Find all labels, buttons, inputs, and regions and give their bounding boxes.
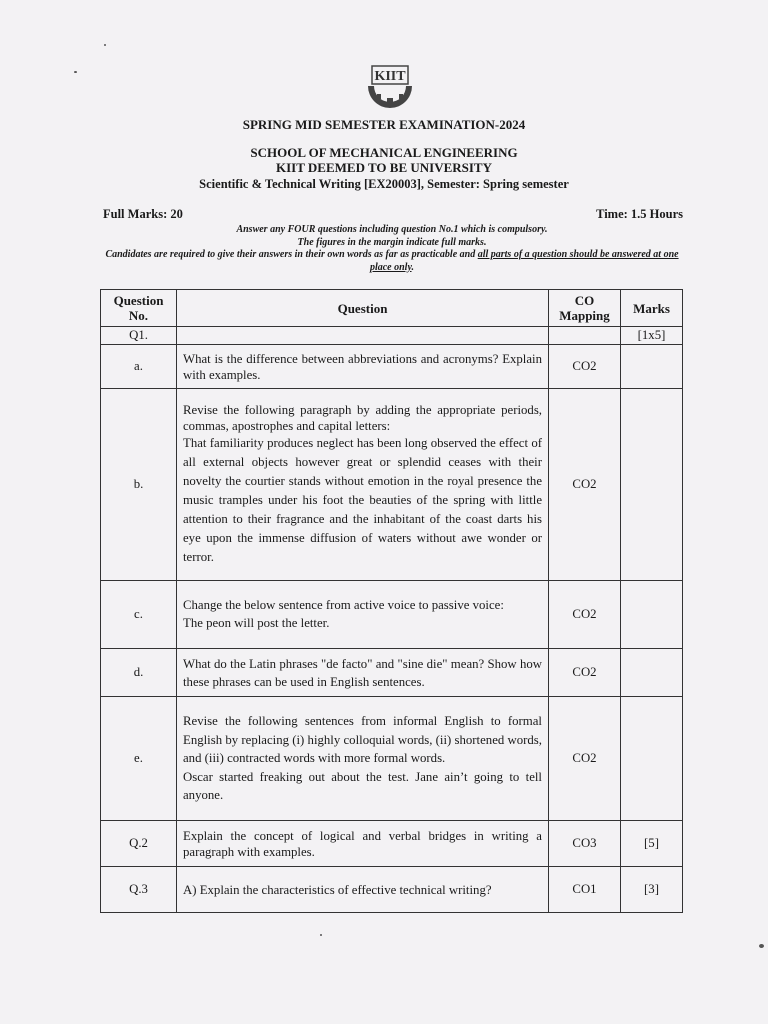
course-line: Scientific & Technical Writing [EX20003], Semester: Spring semester — [199, 177, 569, 191]
table-row — [101, 649, 683, 697]
full-marks: Full Marks: 20 — [103, 207, 183, 221]
scan-speck — [104, 44, 106, 46]
instruction-line-1: Answer any FOUR questions including question No.1 which is compulsory. — [236, 224, 548, 235]
question-text: Revise the following sentences from informal English to formal English by replacing (i) highly colloquial words, (ii) shortened words, and (iii) contracted words with more formal words. Oscar started freaking out about the test. Jane ain’t going to tell anyone. — [177, 697, 549, 821]
table-header-row — [101, 290, 683, 327]
instruction-underlined: all parts of a question should be answered at one place only — [369, 249, 679, 273]
scan-speck — [759, 944, 764, 948]
table-row — [101, 389, 683, 581]
table-row — [101, 821, 683, 867]
question-number: e. — [101, 697, 177, 821]
question-text: Explain the concept of logical and verbal bridges in writing a paragraph with examples. — [177, 821, 549, 867]
question-text: Change the below sentence from active voice to passive voice: The peon will post the letter. — [177, 581, 549, 649]
question-number: a. — [101, 345, 177, 389]
question-number: c. — [101, 581, 177, 649]
co-mapping: CO3 — [549, 821, 621, 867]
instruction-line-3: Candidates are required to give their answers in their own words as far as practicable and all parts of a question should be answered at one place only. — [105, 249, 679, 273]
scan-speck — [320, 934, 322, 936]
kiit-logo — [360, 60, 420, 108]
table-row — [101, 327, 683, 345]
university-name: KIIT DEEMED TO BE UNIVERSITY — [275, 160, 492, 175]
marks-time-row — [103, 207, 683, 222]
co-mapping: CO2 — [549, 345, 621, 389]
marks — [621, 345, 683, 389]
header-marks: Marks — [621, 290, 683, 327]
exam-time: Time: 1.5 Hours — [596, 207, 683, 221]
question-text: What do the Latin phrases "de facto" and "sine die" mean? Show how these phrases can be used in English sentences. — [177, 649, 549, 697]
table-row — [101, 345, 683, 389]
table-row — [101, 581, 683, 649]
marks — [621, 649, 683, 697]
co-mapping: CO2 — [549, 649, 621, 697]
question-table — [100, 289, 683, 913]
marks: [3] — [621, 867, 683, 913]
question-instruction: Revise the following paragraph by adding the appropriate periods, commas, apostrophes and capital letters: — [183, 403, 542, 433]
marks: [1x5] — [621, 327, 683, 345]
marks — [621, 389, 683, 581]
co-mapping: CO2 — [549, 389, 621, 581]
question-text — [177, 389, 549, 581]
instructions — [98, 224, 686, 274]
question-passage: That familiarity produces neglect has been long observed the effect of all external objects however great or splendid ceases with their novelty the courtier stands without emotion in the royal presence the music tramples under his foot the beauties of the spring with little attention to their fragrance and the inhabitant of the coast darts his eye upon the immense diffusion of waters without awe wonder or terror. — [183, 436, 542, 564]
header-co-mapping: CO Mapping — [549, 290, 621, 327]
marks — [621, 581, 683, 649]
co-mapping: CO2 — [549, 581, 621, 649]
marks: [5] — [621, 821, 683, 867]
question-text: A) Explain the characteristics of effective technical writing? — [177, 867, 549, 913]
scan-speck — [74, 71, 77, 73]
question-text — [177, 327, 549, 345]
school-heading — [0, 145, 768, 175]
co-mapping: CO2 — [549, 697, 621, 821]
table-row — [101, 867, 683, 913]
question-number: Q1. — [101, 327, 177, 345]
school-name: SCHOOL OF MECHANICAL ENGINEERING — [250, 145, 518, 160]
question-number: Q.2 — [101, 821, 177, 867]
table-row — [101, 697, 683, 821]
exam-title: SPRING MID SEMESTER EXAMINATION-2024 — [242, 117, 526, 132]
header-question-no: Question No. — [101, 290, 177, 327]
co-mapping: CO1 — [549, 867, 621, 913]
header-question: Question — [177, 290, 549, 327]
question-text: What is the difference between abbreviations and acronyms? Explain with examples. — [177, 345, 549, 389]
question-number: b. — [101, 389, 177, 581]
question-number: d. — [101, 649, 177, 697]
marks — [621, 697, 683, 821]
co-mapping — [549, 327, 621, 345]
instruction-line-2: The figures in the margin indicate full marks. — [297, 236, 487, 248]
svg-text:KIIT: KIIT — [374, 69, 406, 84]
question-number: Q.3 — [101, 867, 177, 913]
